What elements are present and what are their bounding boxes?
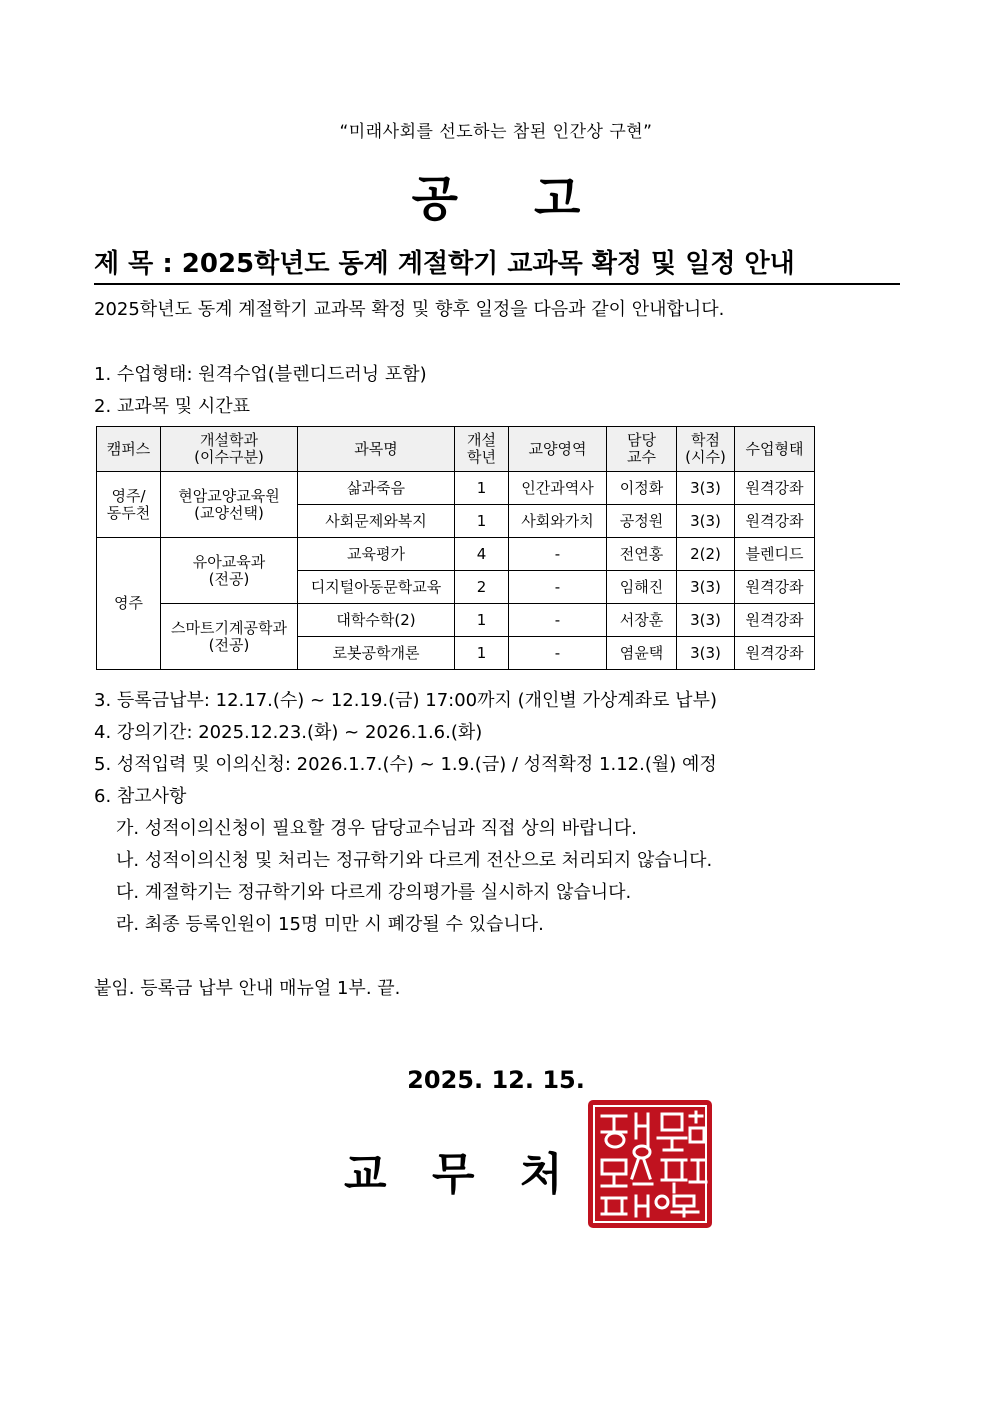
item-tuition: 3. 등록금납부: 12.17.(수) ~ 12.19.(금) 17:00까지 (개인별 가상계좌로 납부) <box>94 690 717 711</box>
campus-cell: 영주/ 동두천 <box>97 472 161 538</box>
credit-cell: 3(3) <box>677 637 735 670</box>
item-notes-heading: 6. 참고사항 <box>94 786 187 807</box>
notice-title: 제 목 : 2025학년도 동계 계절학기 교과목 확정 및 일정 안내 <box>94 249 795 279</box>
item-course-table-heading: 2. 교과목 및 시간표 <box>94 396 251 417</box>
course-cell: 삶과죽음 <box>298 472 455 505</box>
heading-char: 고 <box>534 171 581 227</box>
item-grade-entry: 5. 성적입력 및 이의신청: 2026.1.7.(수) ~ 1.9.(금) / 성적확정 1.12.(월) 예정 <box>94 754 717 775</box>
table-header-row <box>97 427 815 472</box>
table-row <box>97 472 815 505</box>
credit-cell: 2(2) <box>677 538 735 571</box>
professor-cell: 이정화 <box>607 472 677 505</box>
year-cell: 1 <box>455 505 509 538</box>
mode-cell: 원격강좌 <box>735 505 815 538</box>
professor-cell: 공정원 <box>607 505 677 538</box>
mode-cell: 원격강좌 <box>735 472 815 505</box>
title-row <box>94 243 900 285</box>
credit-cell: 3(3) <box>677 472 735 505</box>
mode-cell: 원격강좌 <box>735 571 815 604</box>
area-cell: - <box>509 604 607 637</box>
note-item: 가. 성적이의신청이 필요할 경우 담당교수님과 직접 상의 바랍니다. <box>116 818 637 839</box>
heading-char: 공 <box>411 171 458 227</box>
intro-text: 2025학년도 동계 계절학기 교과목 확정 및 향후 일정을 다음과 같이 안내합니다. <box>94 299 725 320</box>
area-cell: - <box>509 571 607 604</box>
official-seal-image <box>586 1098 714 1230</box>
item-class-type: 1. 수업형태: 원격수업(블렌디드러닝 포함) <box>94 364 427 385</box>
campus-cell: 영주 <box>97 538 161 670</box>
issuer-char: 무 <box>432 1149 475 1200</box>
header-area: 교양영역 <box>509 427 607 472</box>
notice-heading <box>0 160 992 229</box>
area-cell: 사회와가치 <box>509 505 607 538</box>
mode-cell: 블렌디드 <box>735 538 815 571</box>
professor-cell: 임해진 <box>607 571 677 604</box>
area-cell: 인간과역사 <box>509 472 607 505</box>
header-mode: 수업형태 <box>735 427 815 472</box>
note-item: 나. 성적이의신청 및 처리는 정규학기와 다르게 전산으로 처리되지 않습니다. <box>116 850 713 871</box>
header-course: 과목명 <box>298 427 455 472</box>
table-row <box>97 538 815 571</box>
header-year: 개설 학년 <box>455 427 509 472</box>
professor-cell: 염윤택 <box>607 637 677 670</box>
dept-cell: 유아교육과 (전공) <box>161 538 298 604</box>
credit-cell: 3(3) <box>677 604 735 637</box>
credit-cell: 3(3) <box>677 571 735 604</box>
area-cell: - <box>509 538 607 571</box>
professor-cell: 전연홍 <box>607 538 677 571</box>
year-cell: 1 <box>455 472 509 505</box>
issue-date: 2025. 12. 15. <box>407 1066 585 1094</box>
header-professor: 담당 교수 <box>607 427 677 472</box>
course-cell: 교육평가 <box>298 538 455 571</box>
year-cell: 4 <box>455 538 509 571</box>
header-campus: 캠퍼스 <box>97 427 161 472</box>
professor-cell: 서장훈 <box>607 604 677 637</box>
issuer-char: 처 <box>520 1149 563 1200</box>
note-item: 다. 계절학기는 정규학기와 다르게 강의평가를 실시하지 않습니다. <box>116 882 632 903</box>
course-cell: 대학수학(2) <box>298 604 455 637</box>
table-row <box>97 604 815 637</box>
attachment-note: 붙임. 등록금 납부 안내 매뉴얼 1부. 끝. <box>94 978 401 999</box>
header-dept: 개설학과 (이수구분) <box>161 427 298 472</box>
year-cell: 2 <box>455 571 509 604</box>
mode-cell: 원격강좌 <box>735 604 815 637</box>
year-cell: 1 <box>455 637 509 670</box>
mode-cell: 원격강좌 <box>735 637 815 670</box>
course-table <box>96 426 815 670</box>
course-cell: 로봇공학개론 <box>298 637 455 670</box>
year-cell: 1 <box>455 604 509 637</box>
header-credit: 학점 (시수) <box>677 427 735 472</box>
issuer-char: 교 <box>344 1149 387 1200</box>
note-item: 라. 최종 등록인원이 15명 미만 시 폐강될 수 있습니다. <box>116 914 544 935</box>
item-lecture-period: 4. 강의기간: 2025.12.23.(화) ~ 2026.1.6.(화) <box>94 722 483 743</box>
credit-cell: 3(3) <box>677 505 735 538</box>
area-cell: - <box>509 637 607 670</box>
dept-cell: 스마트기계공학과 (전공) <box>161 604 298 670</box>
course-cell: 디지털아동문학교육 <box>298 571 455 604</box>
course-cell: 사회문제와복지 <box>298 505 455 538</box>
dept-cell: 현암교양교육원 (교양선택) <box>161 472 298 538</box>
motto: “미래사회를 선도하는 참된 인간상 구현” <box>339 122 653 142</box>
